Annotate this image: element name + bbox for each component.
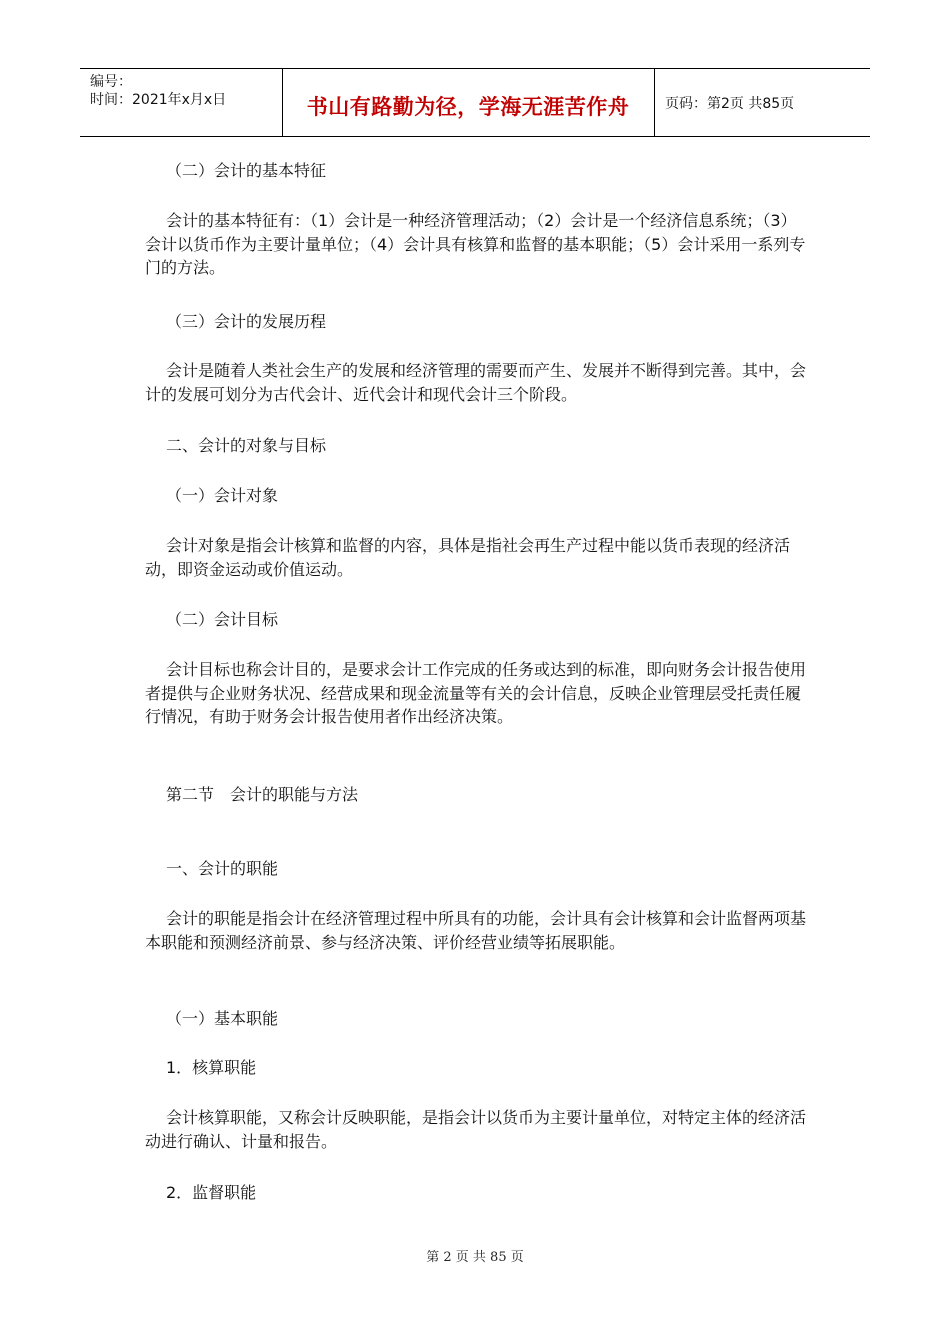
paragraph-object: 会计对象是指会计核算和监督的内容，具体是指社会再生产过程中能以货币表现的经济活动，即资金运动或价值运动。 <box>145 536 791 579</box>
paragraph-functions: 会计的职能是指会计在经济管理过程中所具有的功能，会计具有会计核算和会计监督两项基本职能和预测经济前景、参与经济决策、评价经营业绩等拓展职能。 <box>145 909 807 952</box>
header-middle-cell <box>282 69 655 136</box>
heading-basic-functions: （一）基本职能 <box>166 1009 279 1028</box>
heading-basic-features: （二）会计的基本特征 <box>166 161 327 180</box>
header-motto: 书山有路勤为径，学海无涯苦作舟 <box>306 95 630 119</box>
paragraph-goal: 会计目标也称会计目的，是要求会计工作完成的任务或达到的标准，即向财务会计报告使用者提供与企业财务状况、经营成果和现金流量等有关的会计信息，反映企业管理层受托责任履行情况，有助于财务会计报告使用者作出经济决策。 <box>145 660 807 726</box>
header-right-cell <box>655 69 870 136</box>
paragraph-basic-features: 会计的基本特征有：（1）会计是一种经济管理活动；（2）会计是一个经济信息系统；（3）会计以货币作为主要计量单位；（4）会计具有核算和监督的基本职能；（5）会计采用一系列专门的方法。 <box>145 211 806 277</box>
document-time-label: 时间：2021年x月x日 <box>90 92 227 108</box>
document-number-label: 编号： <box>90 74 132 90</box>
heading-supervision-function: 2．监督职能 <box>166 1183 257 1202</box>
heading-object: （一）会计对象 <box>166 486 279 505</box>
heading-accounting-function: 1．核算职能 <box>166 1058 257 1077</box>
header-page-info: 页码：第2页 共85页 <box>665 96 795 112</box>
heading-functions: 一、会计的职能 <box>166 859 279 878</box>
paragraph-accounting-function: 会计核算职能，又称会计反映职能，是指会计以货币为主要计量单位，对特定主体的经济活动进行确认、计量和报告。 <box>145 1108 807 1151</box>
page-footer: 第 2 页 共 85 页 <box>426 1250 524 1265</box>
heading-section-two: 第二节 会计的职能与方法 <box>166 785 359 804</box>
heading-object-goal: 二、会计的对象与目标 <box>166 436 327 455</box>
header-left-cell <box>80 69 283 136</box>
page-header <box>80 68 870 137</box>
paragraph-history: 会计是随着人类社会生产的发展和经济管理的需要而产生、发展并不断得到完善。其中，会计的发展可划分为古代会计、近代会计和现代会计三个阶段。 <box>145 361 807 404</box>
heading-history: （三）会计的发展历程 <box>166 312 327 331</box>
heading-goal: （二）会计目标 <box>166 610 279 629</box>
